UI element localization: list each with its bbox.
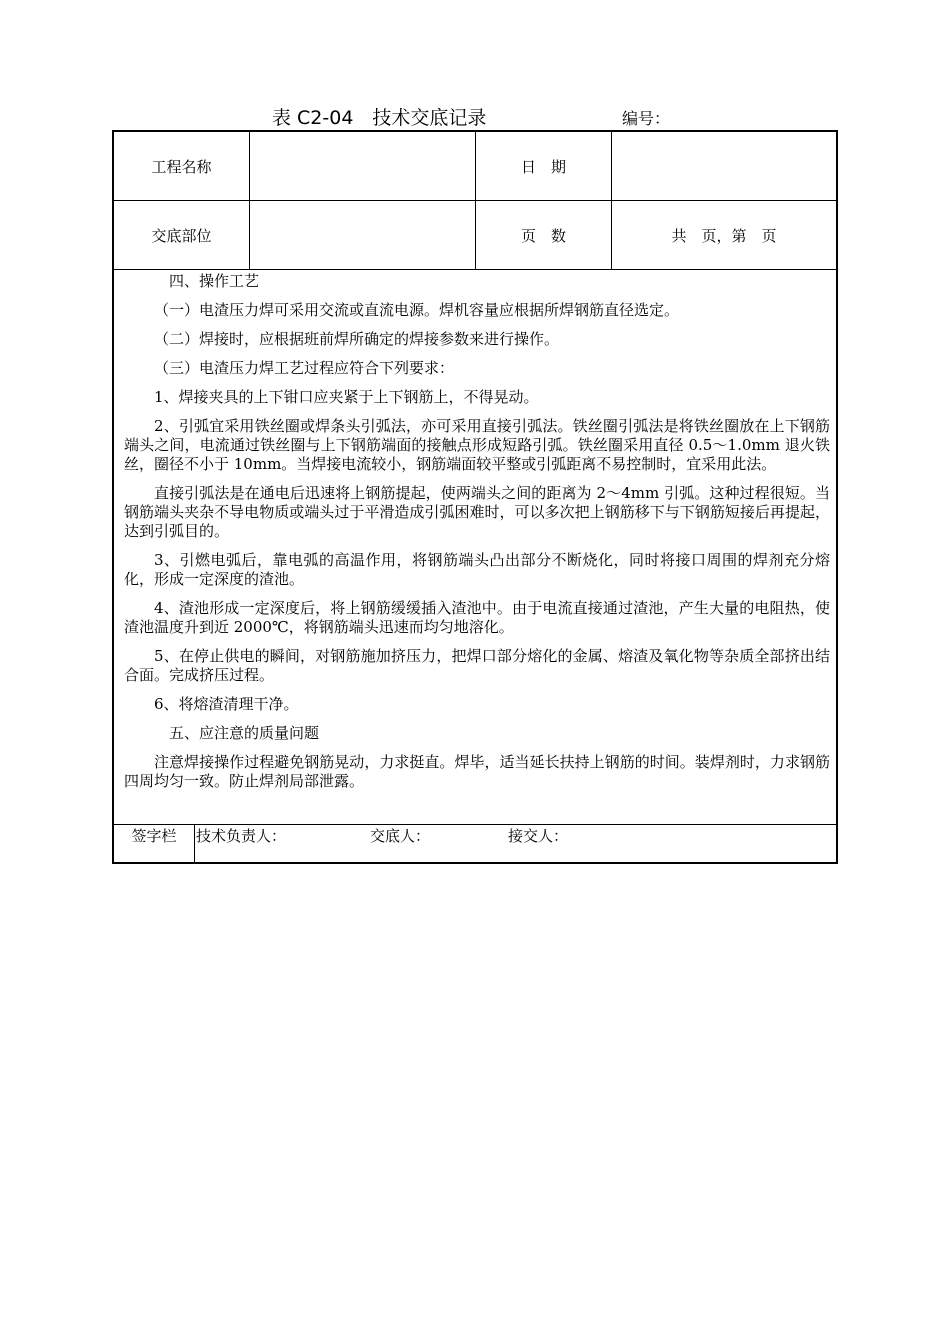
column-divider	[194, 824, 195, 862]
disclosure-table	[112, 130, 838, 864]
content-paragraph: 6、将熔渣清理干净。	[154, 695, 299, 713]
document-number-label: 编号：	[622, 109, 671, 128]
section-label: 交底部位	[151, 226, 212, 245]
content-paragraph: 4、渣池形成一定深度后，将上钢筋缓缓插入渣池中。由于电流直接通过渣池，产生大量的电阻热，使渣池温度升到近 2000℃，将钢筋端头迅速而均匀地溶化。	[124, 599, 830, 636]
section-value	[250, 201, 475, 269]
document-title: 表 C2-04 技术交底记录	[272, 107, 487, 129]
content-paragraph: 1、焊接夹具的上下钳口应夹紧于上下钢筋上，不得晃动。	[154, 388, 539, 406]
title-row	[112, 106, 838, 132]
content-paragraph: 注意焊接操作过程避免钢筋晃动，力求挺直。焊毕，适当延长扶持上钢筋的时间。装焊剂时，力求钢筋四周均匀一致。防止焊剂局部泄露。	[124, 753, 830, 790]
section-heading: 五、应注意的质量问题	[169, 724, 320, 742]
content-paragraph: 5、在停止供电的瞬间，对钢筋施加挤压力，把焊口部分熔化的金属、熔渣及氧化物等杂质全部挤出结合面。完成挤压过程。	[124, 647, 830, 684]
tech-lead-field: 技术负责人：	[196, 827, 287, 845]
receiver-field: 接交人：	[508, 827, 569, 845]
signature-label: 签字栏	[131, 827, 177, 845]
date-value	[612, 132, 836, 200]
date-label: 日 期	[520, 157, 566, 176]
presenter-field: 交底人：	[370, 827, 431, 845]
content-paragraph: （一）电渣压力焊可采用交流或直流电源。焊机容量应根据所焊钢筋直径选定。	[154, 301, 680, 319]
project-name-value	[250, 132, 475, 200]
section-heading: 四、操作工艺	[169, 272, 260, 290]
content-paragraph: （三）电渣压力焊工艺过程应符合下列要求：	[154, 359, 455, 377]
content-paragraph: 3、引燃电弧后，靠电弧的高温作用，将钢筋端头凸出部分不断烧化，同时将接口周围的焊剂充分熔化，形成一定深度的渣池。	[124, 551, 830, 588]
content-paragraph: 直接引弧法是在通电后迅速将上钢筋提起，使两端头之间的距离为 2～4mm 引弧。这种过程很短。当钢筋端头夹杂不导电物质或端头过于平滑造成引弧困难时，可以多次把上钢筋移下与下钢筋短接后再提起，达到引弧目的。	[124, 484, 830, 540]
disclosure-content	[124, 272, 830, 824]
project-name-label: 工程名称	[151, 157, 212, 176]
pages-label: 页 数	[520, 226, 566, 245]
pages-value: 共 页，第 页	[671, 226, 777, 245]
content-paragraph: （二）焊接时，应根据班前焊所确定的焊接参数来进行操作。	[154, 330, 560, 348]
row-divider	[114, 269, 836, 270]
content-paragraph: 2、引弧宜采用铁丝圈或焊条头引弧法，亦可采用直接引弧法。铁丝圈引弧法是将铁丝圈放在上下钢筋端头之间，电流通过铁丝圈与上下钢筋端面的接触点形成短路引弧。铁丝圈采用直径 0.5～1.0mm 退火铁丝，圈径不小于 10mm。当焊接电流较小，钢筋端面较平整或引弧距离不易控制时，宜采用此法。	[124, 417, 830, 473]
